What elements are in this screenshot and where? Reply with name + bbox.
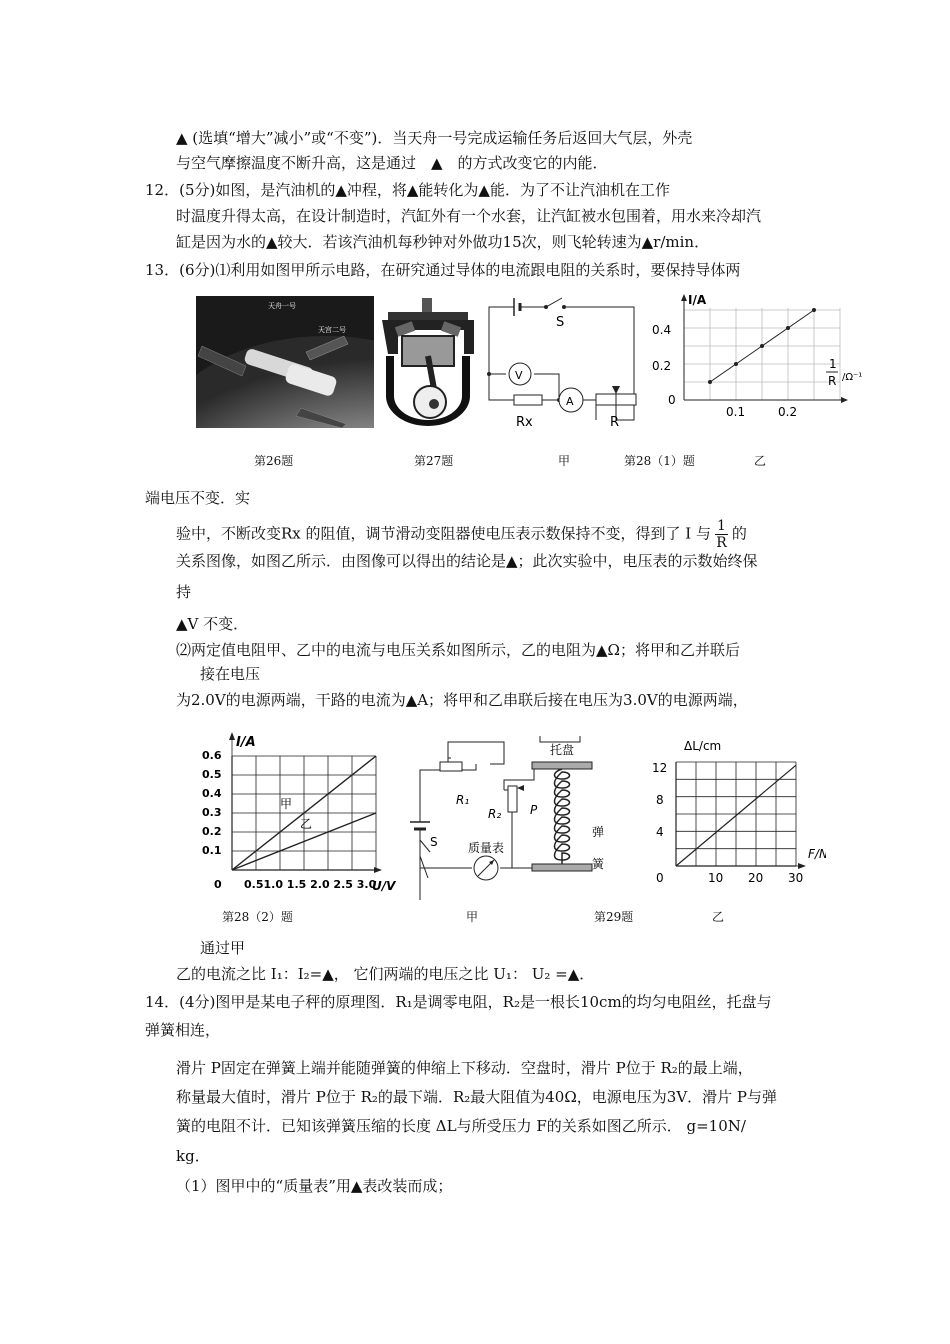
caption-29-jia: 甲 xyxy=(466,910,479,924)
y-axis-label: I/A xyxy=(688,293,707,307)
text-line-4: 时温度升得太高，在设计制造时，汽缸外有一个水套，让汽缸被水包围着，用水来冷却汽 xyxy=(176,207,762,225)
data-point-3 xyxy=(786,326,790,330)
y-tick-12: 12 xyxy=(652,761,668,775)
y-tick-0.4: 0.4 xyxy=(652,323,672,337)
data-point-2 xyxy=(760,344,764,348)
y-tick-0.5: 0.5 xyxy=(202,768,222,781)
data-point-1 xyxy=(734,362,738,366)
text-line-21: 簧的电阻不计．已知该弹簧压缩的长度 ΔL与所受压力 F的关系如图乙所示． g=10N/ xyxy=(176,1117,746,1135)
x-axis-label: F/N xyxy=(808,847,826,861)
y-tick-8: 8 xyxy=(656,793,664,807)
figure-27 xyxy=(378,296,478,428)
meter-label: 质量表 xyxy=(468,841,505,855)
caption-28-1: 第28（1）题 xyxy=(624,454,695,468)
text-line-8: 验中，不断改变Rx 的阻值，调节滑动变阻器使电压表示数保持不变，得到了 I 与 $\frac{1}{R}$ 的 xyxy=(176,518,747,551)
caption-29-yi: 乙 xyxy=(712,910,725,924)
spring-label-1: 弹 xyxy=(592,825,605,839)
data-point-0 xyxy=(708,380,712,384)
x-tick-20: 20 xyxy=(748,871,764,885)
text-line-14: 为2.0V的电源两端，干路的电流为▲A；将甲和乙串联后接在电压为3.0V的电源两端， xyxy=(176,691,748,709)
figure-28-1-graph xyxy=(648,286,878,426)
x-axis-label-den: R xyxy=(828,374,837,388)
label-tiangong: 天宫二号 xyxy=(318,326,346,334)
r-label: R xyxy=(610,415,620,430)
series-yi-label: 乙 xyxy=(300,817,313,831)
text-line-10: 持 xyxy=(176,583,192,601)
rx-label: Rx xyxy=(516,415,533,430)
switch-icon xyxy=(420,840,430,852)
series-jia-label: 甲 xyxy=(280,797,293,811)
x-tick-30: 30 xyxy=(788,871,804,885)
text-line-20: 称量最大值时，滑片 P位于 R₂的最下端．R₂最大阻值为40Ω，电源电压为3V．滑片 P与弹 xyxy=(176,1088,778,1106)
r1-label: R₁ xyxy=(456,793,470,807)
y-tick-0.2: 0.2 xyxy=(652,359,672,373)
text-line-23: （1）图甲中的“质量表”用▲表改装而成； xyxy=(176,1177,453,1195)
x-tick-0.1: 0.1 xyxy=(726,405,746,419)
data-point-4 xyxy=(812,308,816,312)
spring-icon xyxy=(555,769,570,864)
x-axis-label-num: 1 xyxy=(829,357,837,371)
figure-28-2-graph xyxy=(196,728,406,900)
x-tick-0.2: 0.2 xyxy=(778,405,798,419)
text-line-15: 通过甲 xyxy=(200,939,246,957)
resistor-rx xyxy=(514,395,542,405)
question-13: 13．(6分)⑴利用如图甲所示电路，在研究通过导体的电流跟电阻的关系时，要保持导体两 xyxy=(145,261,741,279)
text-line-22: kg． xyxy=(176,1147,210,1165)
x-axis-label: U/V xyxy=(372,879,396,893)
y-tick-0.1: 0.1 xyxy=(202,844,222,857)
text-line-16: 乙的电流之比 I₁：I₂=▲， 它们两端的电压之比 U₁： U₂ =▲． xyxy=(176,965,595,983)
origin-label: 0 xyxy=(214,878,222,891)
y-tick-0.2: 0.2 xyxy=(202,825,222,838)
figure-28-1-circuit xyxy=(484,294,644,434)
question-12: 12．(5分)如图，是汽油机的▲冲程，将▲能转化为▲能．为了不让汽油机在工作 xyxy=(145,181,670,199)
spark-plug-icon xyxy=(422,298,432,312)
origin-label: 0 xyxy=(668,393,676,407)
y-tick-0.6: 0.6 xyxy=(202,749,222,762)
caption-27: 第27题 xyxy=(414,454,454,468)
text-line-12: ⑵两定值电阻甲、乙中的电流与电压关系如图所示，乙的电阻为▲Ω；将甲和乙并联后 xyxy=(176,641,740,659)
caption-28-jia: 甲 xyxy=(558,454,571,468)
question-14: 14．(4分)图甲是某电子秤的原理图．R₁是调零电阻，R₂是一根长10cm的均匀电阻丝，托盘与 xyxy=(145,993,772,1011)
text-line-5: 缸是因为水的▲较大．若该汽油机每秒钟对外做功15次，则飞轮转速为▲r/min． xyxy=(176,233,710,251)
text-line-13: 接在电压 xyxy=(200,665,261,683)
y-tick-4: 4 xyxy=(656,825,664,839)
text-line-9: 关系图像，如图乙所示．由图像可以得出的结论是▲；此次实验中，电压表的示数始终保 xyxy=(176,552,758,570)
caption-29: 第29题 xyxy=(594,910,634,924)
figure-29-circuit xyxy=(404,728,624,900)
figure-29-graph xyxy=(646,732,826,892)
label-tianzhou: 天舟一号 xyxy=(268,302,296,310)
y-tick-0.3: 0.3 xyxy=(202,806,222,819)
fraction-1-over-r: $\frac{1}{R}$ xyxy=(716,518,727,551)
x-ticks: 0.51.0 1.5 2.0 2.5 3.0 xyxy=(244,878,377,891)
voltmeter-label: V xyxy=(515,369,523,382)
resistor-r2 xyxy=(508,786,517,812)
figure-26 xyxy=(196,296,374,428)
p-label: P xyxy=(530,803,538,817)
caption-28-yi: 乙 xyxy=(754,454,767,468)
tray-icon xyxy=(532,762,592,769)
text-line-18: 弹簧相连， xyxy=(145,1021,221,1039)
y-axis-label: ΔL/cm xyxy=(684,739,722,753)
caption-28-2: 第28（2）题 xyxy=(222,910,293,924)
text-line-1: ▲ (选填“增大”减小”或“不变”)．当天舟一号完成运输任务后返回大气层，外壳 xyxy=(176,129,693,147)
text-line-2: 与空气摩擦温度不断升高，这是通过 ▲ 的方式改变它的内能． xyxy=(176,154,608,172)
y-tick-0.4: 0.4 xyxy=(202,787,222,800)
ammeter-label: A xyxy=(566,395,574,408)
r2-label: R₂ xyxy=(488,807,502,821)
tray-label: 托盘 xyxy=(550,743,575,757)
text-line-19: 滑片 P固定在弹簧上端并能随弹簧的伸缩上下移动．空盘时，滑片 P位于 R₂的最上端， xyxy=(176,1059,753,1077)
origin-label: 0 xyxy=(656,871,664,885)
text-line-7: 端电压不变．实 xyxy=(145,489,251,507)
x-axis-unit: /Ω⁻¹ xyxy=(842,372,863,383)
switch-label: S xyxy=(556,315,565,330)
y-axis-label: I/A xyxy=(236,735,256,750)
text-line-11: ▲V 不变． xyxy=(176,615,249,633)
resistor-r1 xyxy=(440,762,462,771)
x-tick-10: 10 xyxy=(708,871,724,885)
switch-label: S xyxy=(430,835,438,849)
caption-26: 第26题 xyxy=(254,454,294,468)
spring-label-2: 簧 xyxy=(592,857,605,871)
